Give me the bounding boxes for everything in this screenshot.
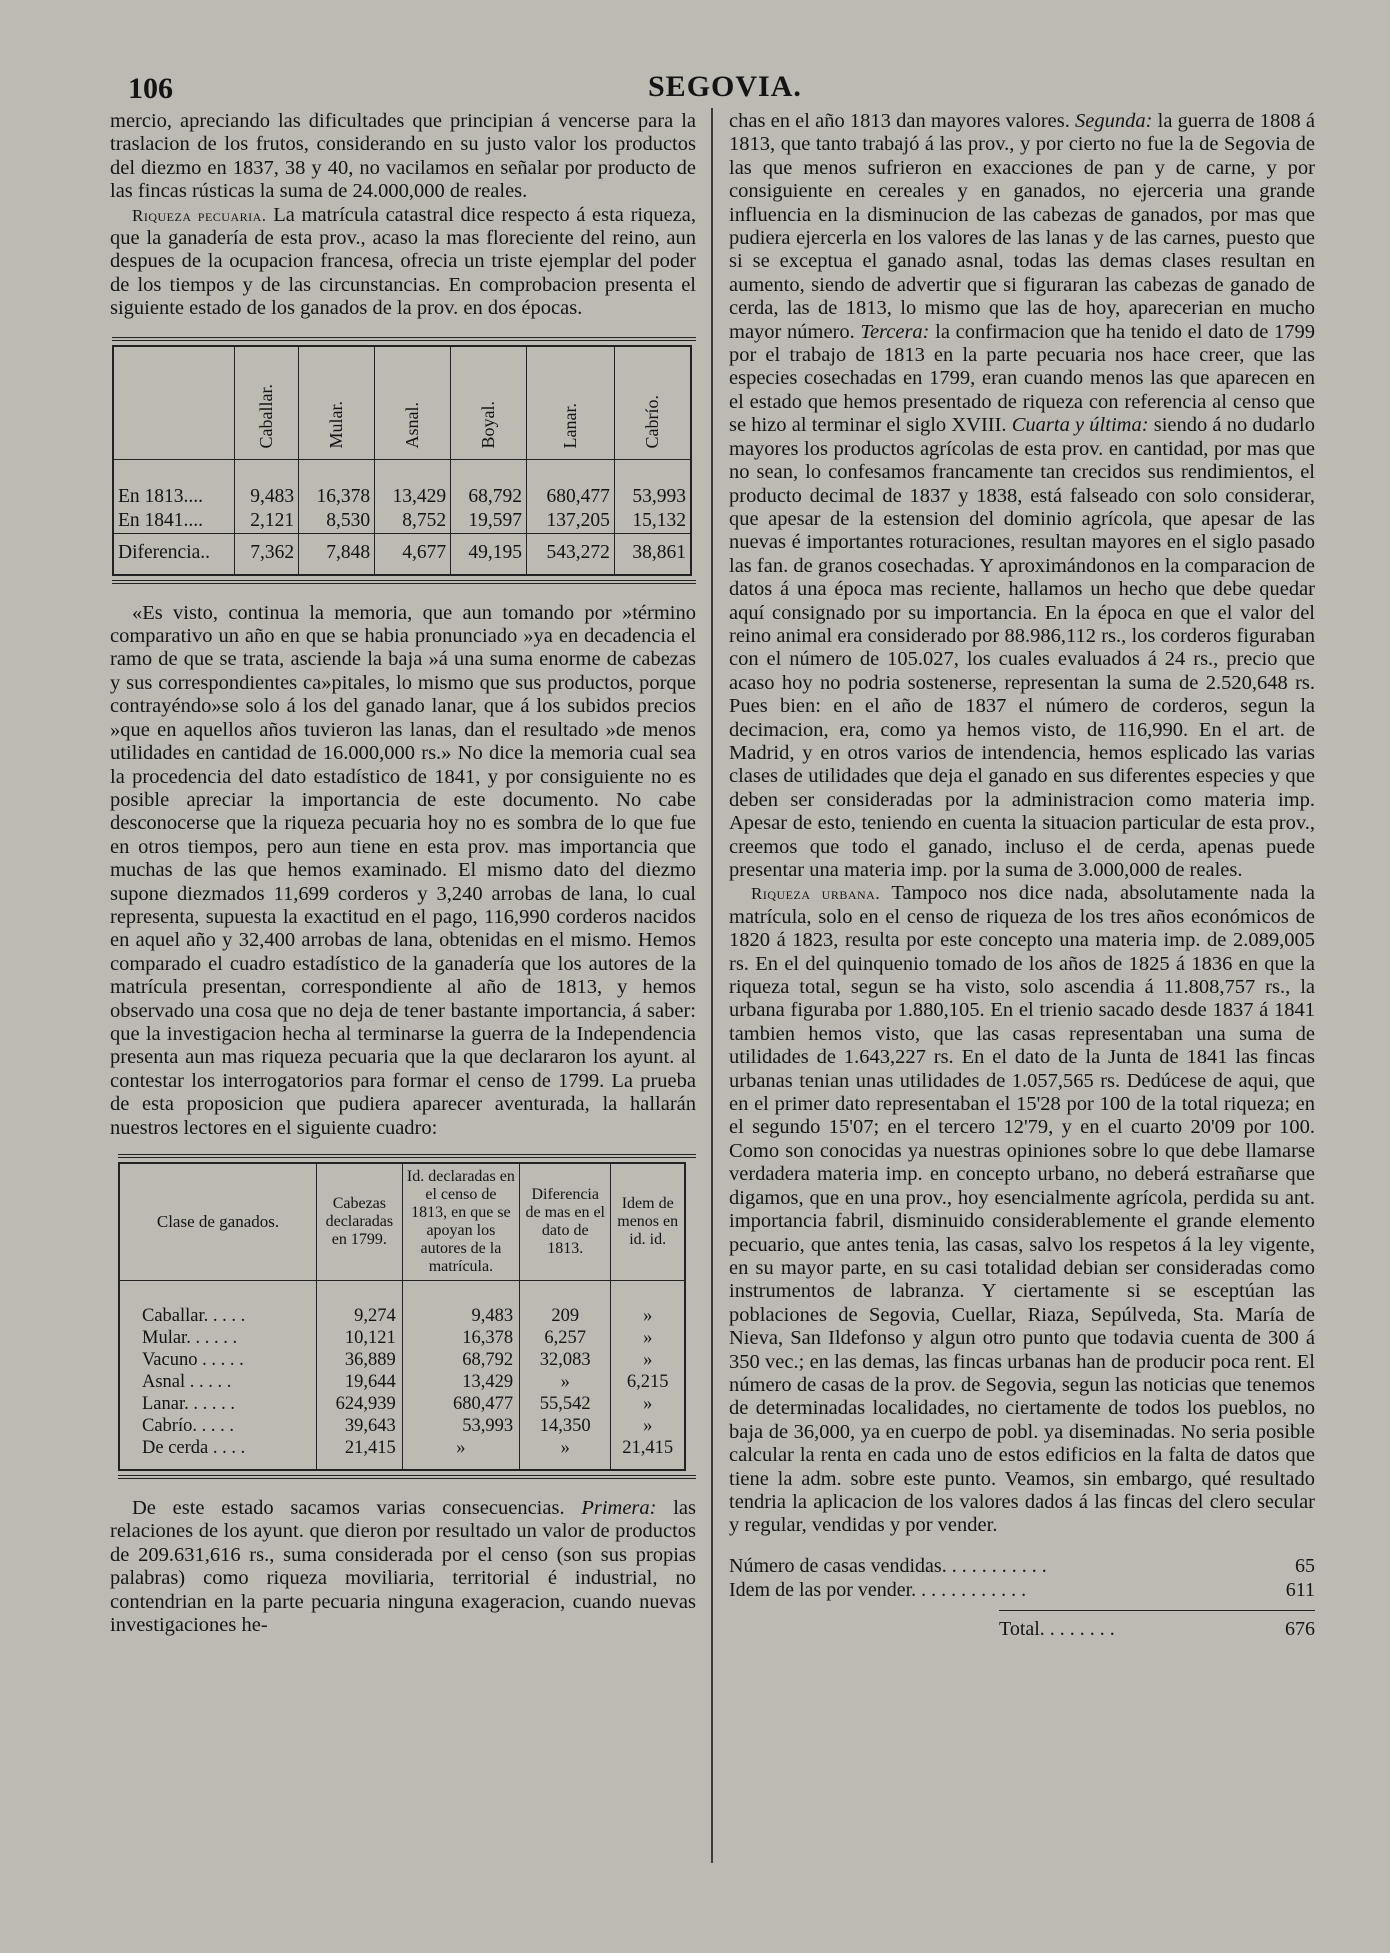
table-row: Número de casas vendidas. . . . . . . . . . . 65 [729,1554,1315,1577]
table-row-difference: Diferencia.. 7,362 7,848 4,677 49,195 543,272 38,861 [113,533,691,575]
livestock-table-1799-1813 [118,1154,696,1479]
table-row-total: Total. . . . . . . . 676 [999,1617,1315,1640]
table-row: Lanar. . . . . . 624,939 680,477 55,542 » [119,1393,685,1415]
column-header: Lanar. [527,346,615,460]
table-row: En 1841.... 2,121 8,530 8,752 19,597 137,205 15,132 [113,509,691,534]
column-header: Clase de ganados. [119,1163,317,1281]
column-header: Idem de menos en id. id. [611,1163,685,1281]
paragraph-text: La matrícula catastral dice respecto á esta riqueza, que la ganadería de esta prov., acaso la mas floreciente del reino, aun despues de la ocupacion francesa, ofrecia un triste ejemplar del poder de los tiempos y de las circunstancias. En comprobacion presenta el siguiente estado de los ganados de la prov. en dos épocas. [110,203,696,320]
running-title: SEGOVIA. [648,70,802,103]
table-row: Mular. . . . . . 10,121 16,378 6,257 » [119,1327,685,1349]
table-row: De cerda . . . . 21,415 » » 21,415 [119,1437,685,1470]
paragraph [729,882,1315,1537]
table-row: Asnal . . . . . 19,644 13,429 » 6,215 [119,1371,685,1393]
table-row: Vacuno . . . . . 36,889 68,792 32,083 » [119,1349,685,1371]
column-header: Caballar. [235,346,299,460]
column-header: Mular. [299,346,375,460]
total-rule [999,1610,1315,1611]
paragraph [110,204,696,321]
column-header: Diferencia de mas en el dato de 1813. [520,1163,611,1281]
paragraph: mercio, apreciando las dificultades que principian á vencerse para la traslacion de los frutos, considerando en su justo valor los productos del diezmo en 1837, 38 y 40, no vacilamos en señalar por producto de las fincas rústicas la suma de 24.000,000 de reales. [110,110,696,203]
left-column [110,110,696,1870]
column-header: Id. declaradas en el censo de 1813, en que se apoyan los autores de la matrícula. [402,1163,519,1281]
table-row: Cabrío. . . . . 39,643 53,993 14,350 » [119,1415,685,1437]
table-row: En 1813.... 9,483 16,378 13,429 68,792 680,477 53,993 [113,459,691,509]
table-row: Idem de las por vender. . . . . . . . . . . . 611 [729,1578,1315,1601]
column-header: Cabezas declaradas en 1799. [317,1163,403,1281]
right-column [729,110,1315,1870]
paragraph-text: Tampoco nos dice nada, absolutamente nada la matrícula, solo en el censo de riqueza de los tres años económicos de 1820 á 1823, resulta por este concepto una materia imp. de 2.089,005 rs. En el del quinquenio tomado de los años de 1825 á 1836 en que la riqueza total, segun se ha visto, solo ascendia á 11.808,757 rs., la urbana figuraba por 1.880,105. En el trienio sacado desde 1837 á 1841 tambien hemos visto, que las casas representaban una suma de utilidades de 1.643,227 rs. En el dato de la Junta de 1841 las fincas urbanas tenian unas utilidades de 1.057,565 rs. Dedúcese de aqui, que en el primer dato representaban el 15'28 por 100 de la total riqueza; en el segundo 15'07; en el tercero 12'79, y en el cuarto 20'09 por 100. Como son conocidas ya nuestras opiniones sobre lo que debe llamarse verdadera materia imp. en concepto urbano, no deberá estrañarse que digamos, que en una prov., hoy esencialmente agrícola, perdida su ant. importancia fabril, disminuido considerablemente el grande elemento pecuario, que antes tenia, las casas, salvo los respetos á la ley vigente, en su mayor parte, en su casi totalidad debian ser consideradas como instrumentos de labranza. Y ciertamente si se esceptúan las poblaciones de Segovia, Cuellar, Riaza, Sepúlveda, Sta. María de Nieva, San Ildefonso y algun otro punto que todavia cuenta de 300 á 350 vec.; en las demas, las fincas urbanas han de producir poca rent. El número de casas de la prov. de Segovia, segun las noticias que tenemos de determinadas localidades, no ciertamente de todos los pueblos, no baja de 36,000, ya en cuerpo de pobl. ya diseminadas. No seria posible calcular la renta en cada uno de estos edificios en la falta de datos que tiene la adm. sobre este punto. Veamos, sin embargo, qué resultado tendria la aplicacion de los valores dados á las fincas del clero secular y regular, vendidas y por vender. [729,882,1315,1537]
paragraph: De este estado sacamos varias consecuencias. Primera: las relaciones de los ayunt. que dieron por resultado un valor de productos de 209.631,616 rs., suma considerada por el censo (son sus propias palabras) como riqueza moviliaria, territorial é industrial, no contendrian en la parte pecuaria ninguna exageracion, cuando nuevas investigaciones he- [110,1497,696,1637]
table-row: Caballar. . . . . 9,274 9,483 209 » [119,1281,685,1328]
section-heading: Riqueza urbana. [751,884,881,904]
column-header: Cabrío. [614,346,691,460]
paragraph: chas en el año 1813 dan mayores valores. Segunda: la guerra de 1808 á 1813, que tanto trabajó á las prov., y por cierto no fue la de Segovia de las que menos sufrieron en exacciones de pan y de carne, y por consiguiente en cereales y en ganados, no ejerceria una grande influencia en la disminucion de las cabezas de ganados, por mas que pudiera ejercerla en los valores de las lanas y de las carnes, puesto que si se exceptua el ganado asnal, todas las demas clases resultan en aumento, siendo de advertir que si figuraran las cabezas de ganado de cerda, las de 1813, lo mismo que las de hoy, aparecerian en mucho mayor número. Tercera: la confirmacion que ha tenido el dato de 1799 por el trabajo de 1813 en la parte pecuaria nos hace creer, que las especies cosechadas en 1799, eran cuando menos las que aparecen en el estado que hemos presentado de riqueza con referencia al censo que se hizo al terminar el siglo XVIII. Cuarta y última: siendo á no dudarlo mayores los productos agrícolas de esta prov. en cantidad, por mas que no sean, lo confesamos francamente tan crecidos sus rendimientos, el producto decimal de 1837 y 1838, está falseado con solo considerar, que apesar de la estension del dominio agrícola, que apesar de las nuevas é importantes roturaciones, resultan mayores en el siglo pasado las fan. de granos cosechadas. Y aproximándonos en la comparacion de datos á una época mas reciente, hallamos un hecho que debe quedar aquí consignado por su importancia. En la época en que el valor del reino animal era considerado por 88.986,112 rs., los corderos figuraban con el número de 105.027, los cuales evaluados á 24 rs., precio que acaso hoy no podria sostenerse, representan la suma de 2.520,648 rs. Pues bien: en el año de 1837 el número de corderos, segun la decimacion, era, como ya hemos visto, de 116,990. En el art. de Madrid, y en otros varios de intendencia, hemos esplicado las varias clases de utilidades que deja el ganado en sus diferentes especies y que deben ser consideradas por la administracion como materia imp. Apesar de esto, teniendo en cuenta la situacion particular de esta prov., creemos que todo el ganado, incluso el de cerda, apenas puede presentar una materia imp. por la suma de 3.000,000 de reales. [729,110,1315,881]
table-corner [113,346,235,460]
section-heading: Riqueza pecuaria. [132,205,267,225]
column-header: Asnal. [375,346,451,460]
livestock-table-1813-1841 [112,337,696,584]
column-divider [711,108,713,1863]
houses-summary-table [729,1554,1315,1641]
page-number: 106 [128,72,173,105]
paragraph: «Es visto, continua la memoria, que aun tomando por »término comparativo un año en que se habia pronunciado »ya en decadencia el ramo de que se trata, asciende la baja »á una suma enorme de cabezas y sus correspondientes ca»pitales, lo mismo que sus productos, porque contrayéndo»se solo á los del ganado lanar, que á los subidos precios »que en aquellos años tuvieron las lanas, dan el resultado »de menos utilidades en cantidad de 16.000,000 rs.» No dice la memoria cual sea la procedencia del dato estadístico de 1841, y por consiguiente no es posible apreciar la importancia de este documento. No cabe desconocerse que la riqueza pecuaria hoy no es sombra de lo que fue en otros tiempos, pero aun tiene en esta prov. mas importancia que muchas de las que hemos examinado. El mismo dato del diezmo supone diezmados 11,699 corderos y 3,240 arrobas de lana, lo cual representa, supuesta la exactitud en el pago, 116,990 corderos nacidos en aquel año y 32,400 arrobas de lana, obtenidas en el mismo. Hemos comparado el cuadro estadístico de la ganadería que los autores de la matrícula presentan, correspondiente al año de 1813, y hemos observado una cosa que no deja de tener bastante importancia, á saber: que la investigacion hecha al terminarse la guerra de la Independencia presenta aun mas riqueza pecuaria que la que declararon los ayunt. al contestar los interrogatorios para formar el censo de 1799. La prueba de esta proposicion que pudiera aparecer aventurada, la hallarán nuestros lectores en el siguiente cuadro: [110,601,696,1139]
column-header: Boyal. [451,346,527,460]
